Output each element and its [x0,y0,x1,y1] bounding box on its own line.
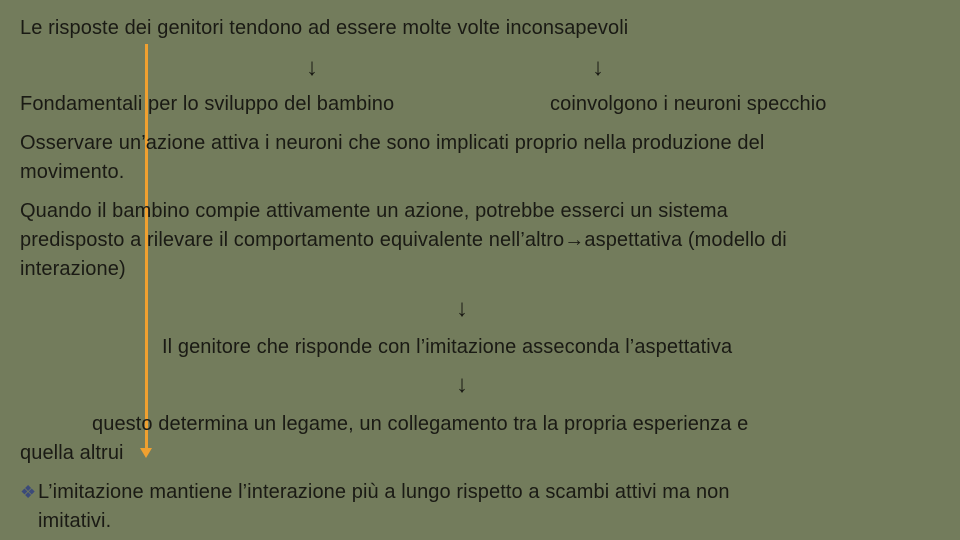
paragraph-child-line-3: interazione) [20,258,126,280]
imitation-line-2: imitativi. [38,510,112,532]
arrow-down-icon: ↓ [456,295,468,322]
parent-response-line: Il genitore che risponde con l’imitazione asseconda l’aspettativa [162,336,733,358]
point-fundamental: Fondamentali per lo sviluppo del bambino [20,93,395,115]
arrow-down-icon: ↓ [306,54,318,81]
bond-line-1: questo determina un legame, un collegamento tra la propria esperienza e [92,413,749,435]
diamond-bullet-icon: ❖ [20,482,37,502]
paragraph-child-line-2: predisposto a rilevare il comportamento equivalente nell’altro→aspettativa (modello di [20,229,787,251]
paragraph-observe-line-2: movimento. [20,161,125,183]
intro-line: Le risposte dei genitori tendono ad essere molte volte inconsapevoli [20,17,629,39]
arrow-down-icon: ↓ [592,54,604,81]
imitation-line-1: L’imitazione mantiene l’interazione più a lungo rispetto a scambi attivi ma non [38,481,730,503]
connector-arrowhead-icon [140,448,152,458]
point-mirror-neurons: coinvolgono i neuroni specchio [550,93,827,115]
paragraph-child-line-1: Quando il bambino compie attivamente un azione, potrebbe esserci un sistema [20,200,728,222]
paragraph-observe-line-1: Osservare un’azione attiva i neuroni che sono implicati proprio nella produzione del [20,132,765,154]
bond-line-2: quella altrui [20,442,124,464]
arrow-down-icon: ↓ [456,371,468,398]
